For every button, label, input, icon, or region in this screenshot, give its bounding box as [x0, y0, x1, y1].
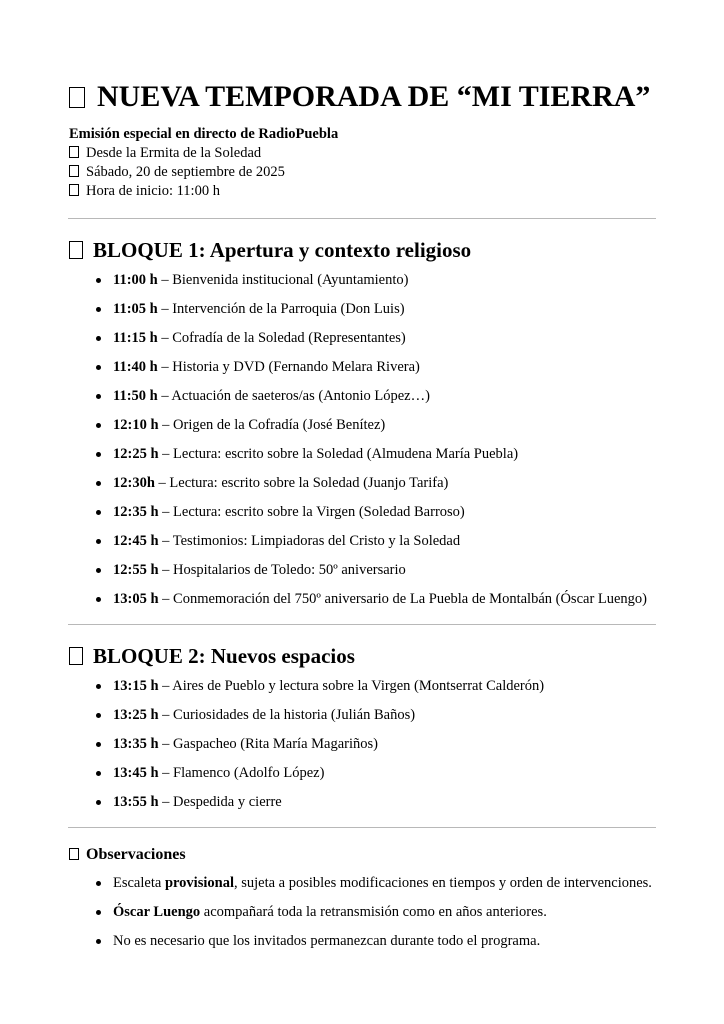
schedule-time: 11:40 h	[113, 359, 158, 375]
schedule-item	[0, 329, 647, 358]
divider	[68, 624, 656, 625]
schedule-description: – Lectura: escrito sobre la Soledad (Almudena María Puebla)	[158, 446, 519, 462]
missing-glyph-icon	[69, 848, 79, 860]
schedule-item	[0, 532, 647, 561]
block1-list	[0, 271, 647, 619]
schedule-time: 13:05 h	[113, 591, 159, 607]
missing-glyph-icon	[69, 146, 79, 158]
missing-glyph-icon	[69, 647, 83, 665]
schedule-item	[0, 445, 647, 474]
schedule-item	[0, 474, 647, 503]
schedule-item	[0, 590, 647, 619]
detail-date: Sábado, 20 de septiembre de 2025	[69, 164, 285, 181]
observation-text-pre: Escaleta	[113, 875, 165, 891]
schedule-time: 11:50 h	[113, 388, 158, 404]
schedule-item	[0, 300, 647, 329]
schedule-time: 12:45 h	[113, 533, 159, 549]
schedule-item	[0, 358, 647, 387]
schedule-item	[0, 706, 544, 735]
schedule-item	[0, 503, 647, 532]
schedule-description: – Gaspacheo (Rita María Magariños)	[158, 736, 378, 752]
observations-list	[0, 874, 652, 961]
schedule-time: 12:10 h	[113, 417, 159, 433]
detail-location: Desde la Ermita de la Soledad	[69, 145, 261, 162]
schedule-item	[0, 677, 544, 706]
schedule-description: – Lectura: escrito sobre la Virgen (Soledad Barroso)	[158, 504, 465, 520]
schedule-item	[0, 387, 647, 416]
observation-item	[0, 932, 652, 961]
schedule-description: – Flamenco (Adolfo López)	[158, 765, 325, 781]
schedule-description: – Despedida y cierre	[158, 794, 282, 810]
schedule-item	[0, 561, 647, 590]
schedule-description: – Historia y DVD (Fernando Melara Rivera)	[157, 359, 420, 375]
detail-start-time: Hora de inicio: 11:00 h	[69, 183, 220, 200]
observation-text-bold: Óscar Luengo	[113, 904, 201, 920]
divider	[68, 827, 656, 828]
schedule-time: 13:55 h	[113, 794, 159, 810]
schedule-item	[0, 416, 647, 445]
observation-text-pre: No es necesario que los invitados permanezcan durante todo el programa.	[113, 933, 541, 949]
observation-text-bold: provisional	[164, 875, 234, 891]
observation-text-post: , sujeta a posibles modificaciones en tiempos y orden de intervenciones.	[233, 875, 652, 891]
schedule-time: 13:15 h	[113, 678, 159, 694]
schedule-time: 11:05 h	[113, 301, 158, 317]
schedule-item	[0, 271, 647, 300]
observation-text-post: acompañará toda la retransmisión como en años anteriores.	[200, 904, 547, 920]
observations-heading: Observaciones	[69, 846, 186, 864]
block2-heading: BLOQUE 2: Nuevos espacios	[69, 644, 355, 669]
schedule-description: – Actuación de saeteros/as (Antonio López…)	[157, 388, 430, 404]
schedule-time: 13:25 h	[113, 707, 159, 723]
observation-item	[0, 874, 652, 903]
missing-glyph-icon	[69, 87, 85, 108]
observation-item	[0, 903, 652, 932]
page-title: NUEVA TEMPORADA DE “MI TIERRA”	[69, 80, 650, 114]
schedule-description: – Bienvenida institucional (Ayuntamiento)	[157, 272, 409, 288]
schedule-description: – Cofradía de la Soledad (Representantes)	[157, 330, 406, 346]
schedule-description: – Testimonios: Limpiadoras del Cristo y la Soledad	[158, 533, 461, 549]
schedule-description: – Curiosidades de la historia (Julián Baños)	[158, 707, 416, 723]
schedule-time: 13:35 h	[113, 736, 159, 752]
schedule-time: 11:15 h	[113, 330, 158, 346]
block1-heading: BLOQUE 1: Apertura y contexto religioso	[69, 238, 471, 263]
schedule-item	[0, 735, 544, 764]
schedule-description: – Lectura: escrito sobre la Soledad (Juanjo Tarifa)	[154, 475, 449, 491]
missing-glyph-icon	[69, 241, 83, 259]
missing-glyph-icon	[69, 184, 79, 196]
schedule-description: – Conmemoración del 750º aniversario de La Puebla de Montalbán (Óscar Luengo)	[158, 591, 648, 607]
schedule-description: – Origen de la Cofradía (José Benítez)	[158, 417, 386, 433]
schedule-description: – Intervención de la Parroquia (Don Luis)	[157, 301, 405, 317]
divider	[68, 218, 656, 219]
schedule-description: – Hospitalarios de Toledo: 50º aniversario	[158, 562, 406, 578]
schedule-item	[0, 764, 544, 793]
block2-list	[0, 677, 544, 822]
schedule-time: 13:45 h	[113, 765, 159, 781]
schedule-time: 12:35 h	[113, 504, 159, 520]
schedule-description: – Aires de Pueblo y lectura sobre la Virgen (Montserrat Calderón)	[158, 678, 545, 694]
schedule-item	[0, 793, 544, 822]
schedule-time: 11:00 h	[113, 272, 158, 288]
schedule-time: 12:55 h	[113, 562, 159, 578]
missing-glyph-icon	[69, 165, 79, 177]
schedule-time: 12:25 h	[113, 446, 159, 462]
schedule-time: 12:30h	[113, 475, 155, 491]
subtitle: Emisión especial en directo de RadioPuebla	[69, 126, 339, 142]
